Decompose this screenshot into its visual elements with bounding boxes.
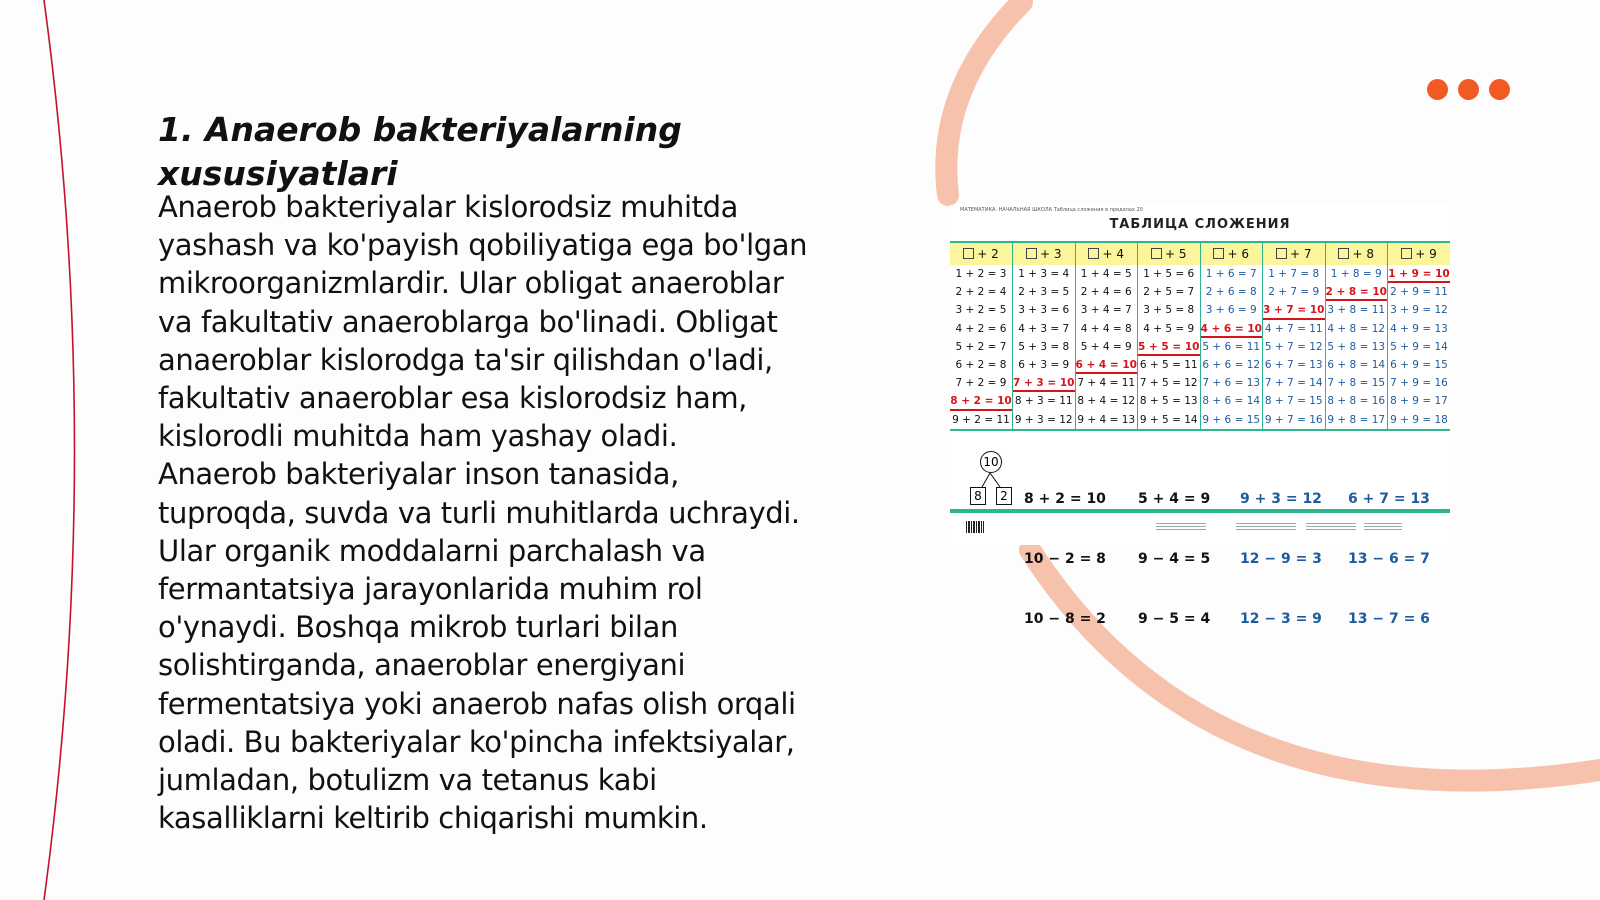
table-cell: 1 + 9 = 10 [1388,265,1451,283]
table-cell: 8 + 4 = 12 [1075,392,1138,410]
body-line: va fakultativ anaeroblarga bo'linadi. Obligat [158,304,778,339]
addition-table [950,241,1450,431]
table-cell: 3 + 3 = 6 [1013,301,1076,319]
table-column-header [1263,242,1326,265]
slide-title: 1. Anaerob bakteriyalarning xususiyatlari [158,110,682,193]
addition-table-poster [950,205,1450,627]
table-cell: 2 + 4 = 6 [1075,283,1138,301]
table-column-header [1388,242,1451,265]
equation: 13 − 7 = 6 [1348,611,1430,627]
table-cell: 1 + 3 = 4 [1013,265,1076,283]
table-cell: 9 + 8 = 17 [1325,411,1388,430]
body-line: kislorodli muhitda ham yashay oladi. [158,419,678,454]
table-column-header [1138,242,1201,265]
table-cell: 2 + 2 = 4 [955,286,1007,299]
table-cell: 2 + 8 = 10 [1325,283,1388,301]
table-cell: 8 + 3 = 11 [1013,392,1076,410]
table-cell: 3 + 2 = 5 [955,304,1007,317]
table-cell: 2 + 6 = 8 [1200,283,1263,301]
body-line: mikroorganizmlardir. Ular obligat anaeroblar [158,266,784,301]
slide-body-text [158,188,858,837]
table-cell: 6 + 8 = 14 [1325,356,1388,374]
table-cell: 2 + 3 = 5 [1013,283,1076,301]
table-cell: 1 + 7 = 8 [1263,265,1326,283]
table-cell: 6 + 7 = 13 [1263,356,1326,374]
table-row [950,265,1450,283]
table-cell: 5 + 3 = 8 [1013,338,1076,356]
fine-print [1236,523,1296,531]
body-line: anaeroblar kislorodga ta'sir qilishdan o'ladi, [158,342,773,377]
table-cell: 9 + 7 = 16 [1263,411,1326,430]
body-line: jumladan, botulizm va tetanus kabi [158,763,657,798]
body-line: fakultativ anaeroblar esa kislorodsiz ham, [158,381,748,416]
table-header-row [950,242,1450,265]
body-line: solishtirganda, anaeroblar energiyani [158,648,686,683]
number-box-right: 2 [996,487,1012,505]
table-cell: 4 + 8 = 12 [1325,320,1388,338]
table-cell: 4 + 7 = 11 [1263,320,1326,338]
body-line: kasalliklarni keltirib chiqarishi mumkin. [158,801,708,836]
table-cell: 9 + 2 = 11 [950,411,1013,430]
table-cell: 3 + 4 = 7 [1075,301,1138,319]
equation: 12 − 3 = 9 [1240,611,1322,627]
table-row [950,374,1450,392]
table-row [950,338,1450,356]
column-label: + 6 [1227,247,1249,261]
equation: 9 − 5 = 4 [1138,611,1211,627]
table-cell: 4 + 5 = 9 [1138,320,1201,338]
checkbox-square-icon [963,248,974,259]
body-line: Anaerob bakteriyalar kislorodsiz muhitda [158,190,738,224]
table-row [950,356,1450,374]
table-cell: 5 + 5 = 10 [1138,338,1201,356]
table-cell: 6 + 5 = 11 [1138,356,1201,374]
table-row [950,283,1450,301]
table-cell: 7 + 4 = 11 [1075,374,1138,392]
body-line: fermentatsiya yoki anaerob nafas olish orqali [158,686,796,721]
checkbox-square-icon [1088,248,1099,259]
table-column-header [1013,242,1076,265]
poster-footer [966,521,1436,533]
table-cell: 9 + 4 = 13 [1075,411,1138,430]
table-cell: 4 + 3 = 7 [1013,320,1076,338]
table-row [950,392,1450,410]
table-body [950,265,1450,430]
equation: 6 + 7 = 13 [1348,491,1430,507]
table-cell: 1 + 4 = 5 [1075,265,1138,283]
table-cell: 8 + 8 = 16 [1325,392,1388,410]
table-cell: 5 + 4 = 9 [1075,338,1138,356]
equation-group [1240,449,1322,669]
table-cell: 4 + 9 = 13 [1388,320,1451,338]
column-label: + 5 [1164,247,1187,261]
equation: 13 − 6 = 7 [1348,551,1430,567]
table-cell: 5 + 2 = 7 [955,340,1007,353]
equation-group [1024,449,1106,669]
column-label: + 4 [1102,247,1124,261]
table-cell: 3 + 9 = 12 [1388,301,1451,319]
body-line: o'ynaydi. Boshqa mikrob turlari bilan [158,610,678,645]
checkbox-square-icon [1338,248,1349,259]
fine-print [1364,523,1402,531]
table-cell: 5 + 8 = 13 [1325,338,1388,356]
table-cell: 1 + 8 = 9 [1325,265,1388,283]
equation: 9 − 4 = 5 [1138,551,1211,567]
barcode-icon [966,521,984,533]
equation: 9 + 3 = 12 [1240,491,1322,507]
table-row [950,320,1450,338]
table-cell: 8 + 2 = 10 [950,392,1013,410]
table-cell: 7 + 9 = 16 [1388,374,1451,392]
body-line: yashash va ko'payish qobiliyatiga ega bo'lgan [158,228,808,263]
table-column-header [1325,242,1388,265]
table-cell: 9 + 5 = 14 [1138,411,1201,430]
table-cell: 6 + 6 = 12 [1200,356,1263,374]
table-cell: 8 + 6 = 14 [1200,392,1263,410]
column-label: + 7 [1289,247,1312,261]
table-cell: 8 + 7 = 15 [1263,392,1326,410]
table-cell: 9 + 6 = 15 [1200,411,1263,430]
checkbox-square-icon [1213,248,1224,259]
table-cell: 7 + 7 = 14 [1263,374,1326,392]
column-label: + 2 [977,247,999,261]
dot [1489,79,1510,100]
table-cell: 3 + 8 = 11 [1325,301,1388,319]
poster-header: МАТЕМАТИКА. НАЧАЛЬНАЯ ШКОЛА Таблица сложения в пределах 20 [960,207,1143,213]
table-cell: 1 + 6 = 7 [1200,265,1263,283]
table-cell: 4 + 4 = 8 [1075,320,1138,338]
body-line: Ular organik moddalarni parchalash va [158,533,706,568]
table-cell: 1 + 5 = 6 [1138,265,1201,283]
table-cell: 7 + 5 = 12 [1138,374,1201,392]
body-line: Anaerob bakteriyalar inson tanasida, [158,457,679,492]
equation: 8 + 2 = 10 [1024,491,1106,507]
number-box-left: 8 [970,487,986,505]
table-column-header [950,242,1013,265]
checkbox-square-icon [1401,248,1412,259]
checkbox-square-icon [1026,248,1037,259]
table-cell: 2 + 7 = 9 [1263,283,1326,301]
equation: 5 + 4 = 9 [1138,491,1211,507]
table-cell: 8 + 5 = 13 [1138,392,1201,410]
table-cell: 5 + 9 = 14 [1388,338,1451,356]
table-column-header [1200,242,1263,265]
table-column-header [1075,242,1138,265]
poster-title: ТАБЛИЦА СЛОЖЕНИЯ [1109,217,1291,232]
table-cell: 3 + 7 = 10 [1263,301,1326,319]
table-cell: 1 + 2 = 3 [955,268,1007,281]
number-composition-section [950,443,1450,627]
table-cell: 7 + 2 = 9 [955,377,1007,390]
body-line: fermantatsiya jarayonlarida muhim rol [158,572,703,607]
table-cell: 6 + 9 = 15 [1388,356,1451,374]
equation: 12 − 9 = 3 [1240,551,1322,567]
three-dots-icon [1427,79,1510,100]
table-cell: 8 + 9 = 17 [1388,392,1451,410]
number-circle: 10 [980,451,1002,473]
column-label: + 8 [1352,247,1374,261]
equation: 10 − 2 = 8 [1024,551,1106,567]
table-cell: 4 + 6 = 10 [1200,320,1263,338]
table-cell: 9 + 3 = 12 [1013,411,1076,430]
table-cell: 6 + 3 = 9 [1013,356,1076,374]
body-line: tuproqda, suvda va turli muhitlarda uchraydi. [158,495,800,530]
table-row [950,301,1450,319]
checkbox-square-icon [1151,248,1162,259]
equation-group [1138,449,1210,669]
table-cell: 3 + 6 = 9 [1200,301,1263,319]
dot [1427,79,1448,100]
table-cell: 9 + 9 = 18 [1388,411,1451,430]
table-cell: 7 + 3 = 10 [1013,374,1076,392]
table-cell: 3 + 5 = 8 [1138,301,1201,319]
body-line: oladi. Bu bakteriyalar ko'pincha infektsiyalar, [158,724,795,759]
fine-print [1306,523,1356,531]
dot [1458,79,1479,100]
table-cell: 5 + 7 = 12 [1263,338,1326,356]
table-cell: 6 + 2 = 8 [955,359,1007,372]
table-cell: 2 + 5 = 7 [1138,283,1201,301]
equation: 10 − 8 = 2 [1024,611,1106,627]
column-label: + 9 [1415,247,1437,261]
table-row [950,411,1450,430]
table-cell: 7 + 6 = 13 [1200,374,1263,392]
table-cell: 4 + 2 = 6 [955,322,1007,335]
checkbox-square-icon [1276,248,1287,259]
equation-group [1348,449,1430,669]
fine-print [1156,523,1206,531]
table-cell: 5 + 6 = 11 [1200,338,1263,356]
table-cell: 2 + 9 = 11 [1388,283,1451,301]
table-cell: 6 + 4 = 10 [1075,356,1138,374]
table-cell: 7 + 8 = 15 [1325,374,1388,392]
column-label: + 3 [1039,247,1062,261]
